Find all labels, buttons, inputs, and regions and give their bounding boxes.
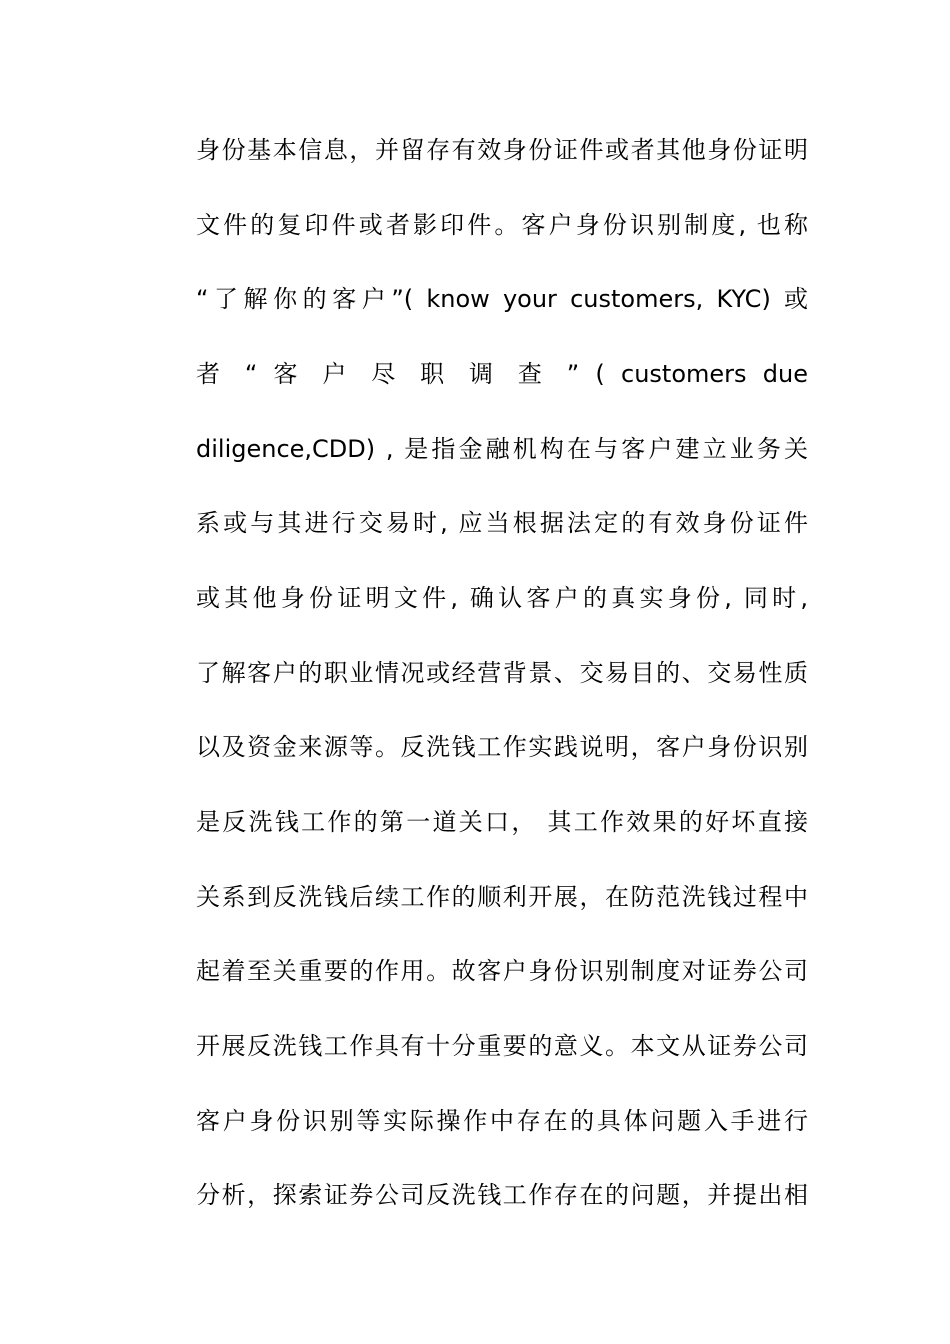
text-line-10: 是反洗钱工作的第一道关口， 其工作效果的好坏直接 — [196, 808, 808, 836]
text-line-5: diligence,CDD) , 是指金融机构在与客户建立业务关 — [196, 435, 808, 463]
text-line-2: 文件的复印件或者影印件。客户身份识别制度, 也称 — [196, 211, 808, 239]
text-line-7: 或其他身份证明文件, 确认客户的真实身份, 同时, — [196, 584, 808, 612]
text-line-15: 分析，探索证券公司反洗钱工作存在的问题，并提出相 — [196, 1181, 808, 1209]
text-line-3: “了解你的客户”( know your customers, KYC) 或 — [196, 285, 808, 313]
text-line-11: 关系到反洗钱后续工作的顺利开展，在防范洗钱过程中 — [196, 883, 808, 911]
text-line-8: 了解客户的职业情况或经营背景、交易目的、交易性质 — [196, 659, 808, 687]
text-line-14: 客户身份识别等实际操作中存在的具体问题入手进行 — [196, 1107, 808, 1135]
text-line-1: 身份基本信息，并留存有效身份证件或者其他身份证明 — [196, 136, 808, 164]
text-line-9: 以及资金来源等。反洗钱工作实践说明，客户身份识别 — [196, 733, 808, 761]
text-line-12: 起着至关重要的作用。故客户身份识别制度对证券公司 — [196, 957, 808, 985]
text-line-6: 系或与其进行交易时, 应当根据法定的有效身份证件 — [196, 509, 808, 537]
text-line-13: 开展反洗钱工作具有十分重要的意义。本文从证券公司 — [196, 1032, 808, 1060]
text-line-4: 者 “ 客 户 尽 职 调 查 ” ( customers due — [196, 360, 808, 388]
